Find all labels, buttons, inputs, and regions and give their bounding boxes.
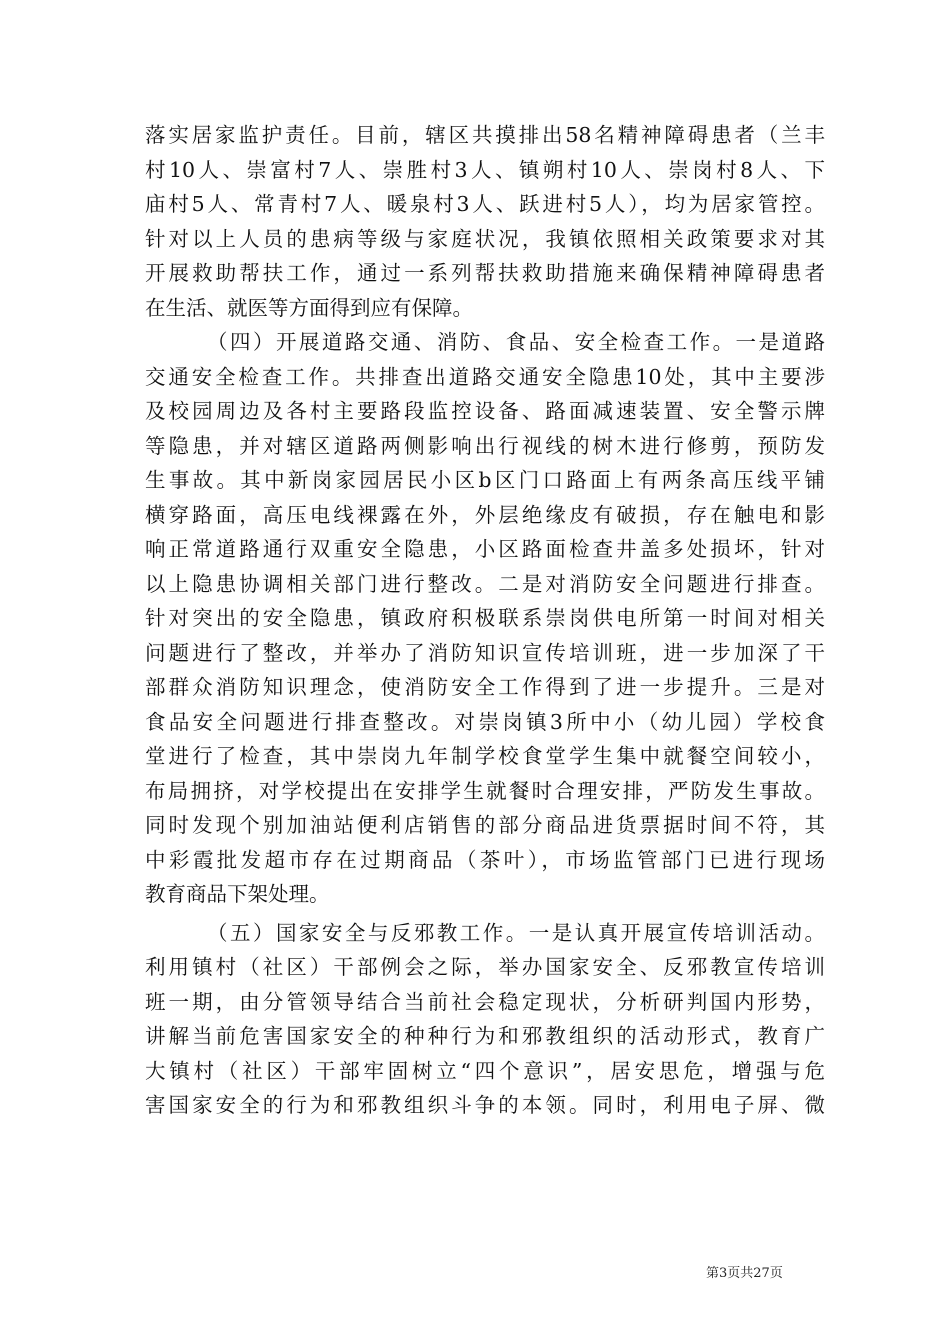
paragraph-continuation (145, 118, 825, 325)
text-line: 庙村5人、常青村7人、暖泉村3人、跃进村5人），均为居家管控。 (145, 192, 825, 216)
text-line: 害国家安全的行为和邪教组织斗争的本领。同时，利用电子屏、微 (145, 1093, 825, 1117)
text-line: 以上隐患协调相关部门进行整改。二是对消防安全问题进行排查。 (145, 571, 825, 596)
text-line: 堂进行了检查，其中崇岗九年制学校食堂学生集中就餐空间较小， (145, 744, 825, 768)
text-line: 利用镇村（社区）干部例会之际，举办国家安全、反邪教宣传培训 (145, 955, 825, 979)
text-line: 生事故。其中新岗家园居民小区b区门口路面上有两条高压线平铺 (145, 468, 825, 492)
text-line: 针对突出的安全隐患，镇政府积极联系崇岗供电所第一时间对相关 (145, 606, 825, 630)
text-line: （四）开展道路交通、消防、食品、安全检查工作。一是道路 (207, 330, 825, 354)
text-line: 布局拥挤，对学校提出在安排学生就餐时合理安排，严防发生事故。 (145, 778, 825, 803)
text-line: 及校园周边及各村主要路段监控设备、路面减速装置、安全警示牌 (145, 399, 825, 423)
paragraph-five (145, 916, 825, 1123)
text-line: 大镇村（社区）干部牢固树立“四个意识”，居安思危，增强与危 (145, 1058, 825, 1083)
text-line: 针对以上人员的患病等级与家庭状况，我镇依照相关政策要求对其 (145, 226, 825, 251)
paragraph-four (145, 325, 825, 912)
text-line: 食品安全问题进行排查整改。对崇岗镇3所中小（幼儿园）学校食 (145, 709, 825, 734)
text-line: 等隐患，并对辖区道路两侧影响出行视线的树木进行修剪，预防发 (145, 433, 825, 458)
text-line: （五）国家安全与反邪教工作。一是认真开展宣传培训活动。 (207, 920, 825, 945)
text-line: 开展救助帮扶工作，通过一系列帮扶救助措施来确保精神障碍患者 (145, 261, 825, 285)
text-line: 问题进行了整改，并举办了消防知识宣传培训班，进一步加深了干 (145, 640, 825, 665)
text-line: 教育商品下架处理。 (145, 882, 330, 906)
text-line: 在生活、就医等方面得到应有保障。 (145, 295, 473, 320)
text-line: 落实居家监护责任。目前，辖区共摸排出58名精神障碍患者（兰丰 (145, 123, 825, 147)
page-number-footer: 第3页共27页 (706, 1266, 783, 1281)
text-line: 村10人、崇富村7人、崇胜村3人、镇朔村10人、崇岗村8人、下 (145, 157, 825, 182)
text-line: 交通安全检查工作。共排查出道路交通安全隐患10处，其中主要涉 (145, 364, 825, 389)
document-body (145, 118, 825, 1123)
text-line: 横穿路面，高压电线裸露在外，外层绝缘皮有破损，存在触电和影 (145, 502, 825, 527)
text-line: 部群众消防知识理念，使消防安全工作得到了进一步提升。三是对 (145, 675, 825, 699)
text-line: 讲解当前危害国家安全的种种行为和邪教组织的活动形式，教育广 (145, 1024, 825, 1048)
text-line: 中彩霞批发超市存在过期商品（茶叶），市场监管部门已进行现场 (145, 847, 825, 872)
text-line: 响正常道路通行双重安全隐患，小区路面检查井盖多处损坏，针对 (145, 537, 825, 561)
text-line: 班一期，由分管领导结合当前社会稳定现状，分析研判国内形势， (145, 989, 825, 1014)
text-line: 同时发现个别加油站便利店销售的部分商品进货票据时间不符，其 (145, 813, 825, 837)
